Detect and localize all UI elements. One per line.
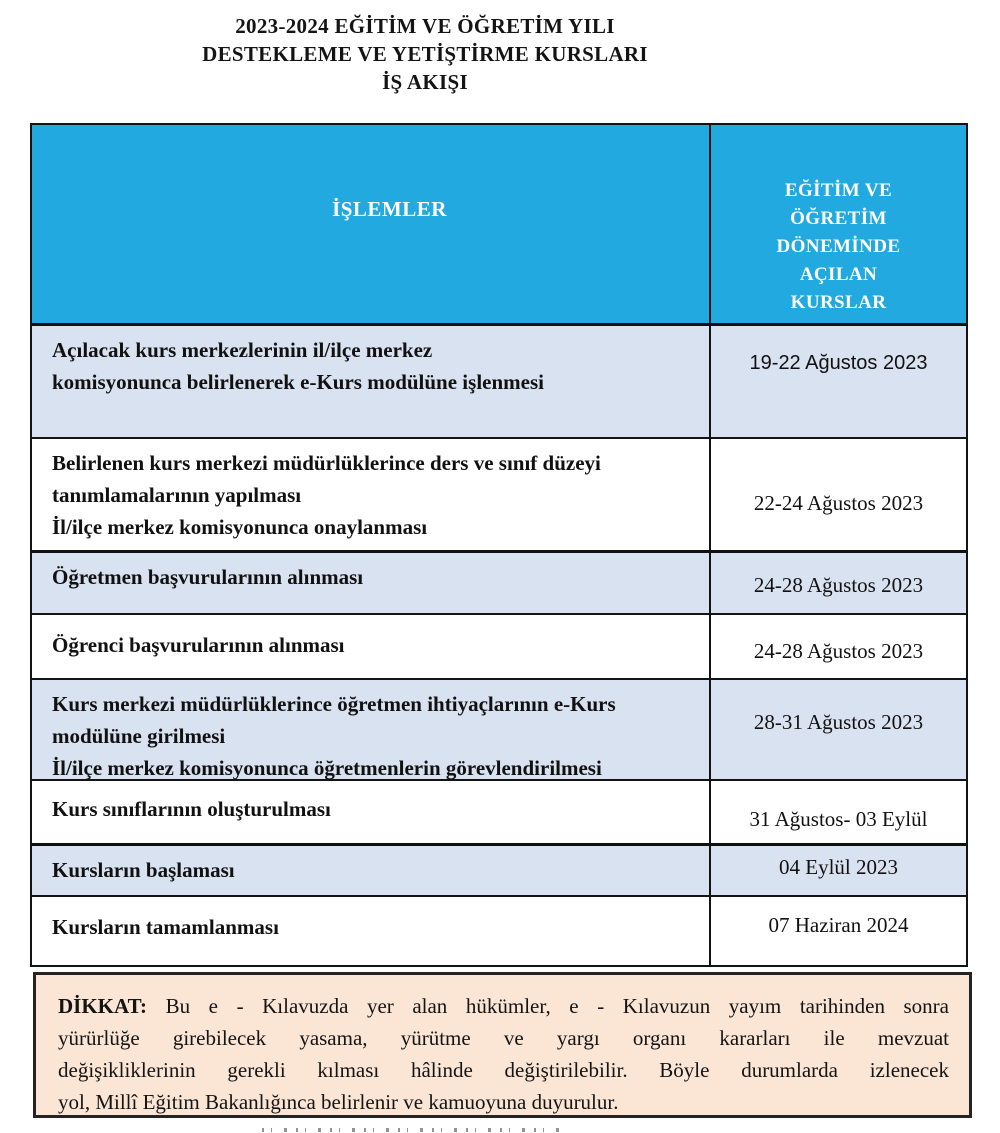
column-header-period-line: KURSLAR [790,292,887,313]
operation-text: İl/ilçe merkez komisyonunca öğretmenlerin görevlendirilmesi [52,756,602,780]
document-title-line-2: DESTEKLEME VE YETİŞTİRME KURSLARI [202,42,648,66]
notice-text-line [58,990,949,1022]
operation-cell [32,680,711,779]
table-row [32,437,966,550]
notice-text: Bu e - Kılavuzda yer alan hükümler, e - Kılavuzun yayım tarihinden sonra [165,994,949,1018]
date-cell: 22-24 Ağustos 2023 [753,491,924,515]
operation-cell [32,897,711,965]
notice-label: DİKKAT: [58,994,148,1018]
operation-cell [32,326,711,437]
operation-text: Kurs sınıflarının oluşturulması [52,797,331,821]
operation-text: Öğretmen başvurularının alınması [52,565,364,589]
document-title-line-3: İŞ AKIŞI [382,70,468,94]
column-header-period-line: DÖNEMİNDE [776,236,901,257]
column-header-period-line: EĞİTİM VE [784,180,893,201]
operation-cell [32,781,711,843]
operation-text: Kursların başlaması [52,858,235,882]
operation-cell [32,846,711,895]
column-header-period-line: ÖĞRETİM [790,208,887,229]
operation-cell [32,615,711,678]
date-cell: 24-28 Ağustos 2023 [753,573,924,597]
operation-text: Belirlenen kurs merkezi müdürlüklerince ders ve sınıf düzeyi [52,451,601,475]
table-row [32,895,966,965]
operation-text: Öğrenci başvurularının alınması [52,633,345,657]
table-row [32,613,966,678]
date-cell: 04 Eylül 2023 [779,855,898,879]
notice-text-line: yol, Millî Eğitim Bakanlığınca belirlenir ve kamuoyuna duyurulur. [58,1090,619,1114]
operation-text: komisyonunca belirlenerek e-Kurs modülüne işlenmesi [52,370,544,394]
table-row [32,550,966,613]
operation-text: Kurs merkezi müdürlüklerince öğretmen ihtiyaçlarının e-Kurs [52,692,616,716]
workflow-table [30,123,968,967]
column-header-period [711,125,966,323]
table-header-row [32,125,966,323]
table-row [32,323,966,437]
notice-text-line: değişikliklerinin gerekli kılması hâlinde değiştirilebilir. Böyle durumlarda izlenecek [58,1058,949,1082]
table-row [32,779,966,843]
notice-box [33,972,972,1118]
document-title [30,12,820,96]
operation-cell [32,439,711,550]
column-header-period-line: AÇILAN [799,264,878,285]
date-cell: 19-22 Ağustos 2023 [749,352,928,374]
date-cell: 31 Ağustos- 03 Eylül [749,807,928,831]
operation-text: İl/ilçe merkez komisyonunca onaylanması [52,515,428,539]
cutoff-text-fragment [262,1124,562,1133]
column-header-operations: İŞLEMLER [32,125,711,323]
notice-text-line: yürürlüğe girebilecek yasama, yürütme ve yargı organı kararları ile mevzuat [58,1026,949,1050]
operation-text: Kursların tamamlanması [52,915,279,939]
operation-text: tanımlamalarının yapılması [52,483,302,507]
date-cell: 24-28 Ağustos 2023 [753,639,924,663]
date-cell: 28-31 Ağustos 2023 [753,710,924,734]
document-title-line-1: 2023-2024 EĞİTİM VE ÖĞRETİM YILI [235,14,615,38]
table-row [32,678,966,779]
date-cell: 07 Haziran 2024 [768,913,909,937]
operation-cell [32,553,711,613]
table-row [32,843,966,895]
operation-text: Açılacak kurs merkezlerinin il/ilçe merkez [52,338,433,362]
operation-text: modülüne girilmesi [52,724,226,748]
